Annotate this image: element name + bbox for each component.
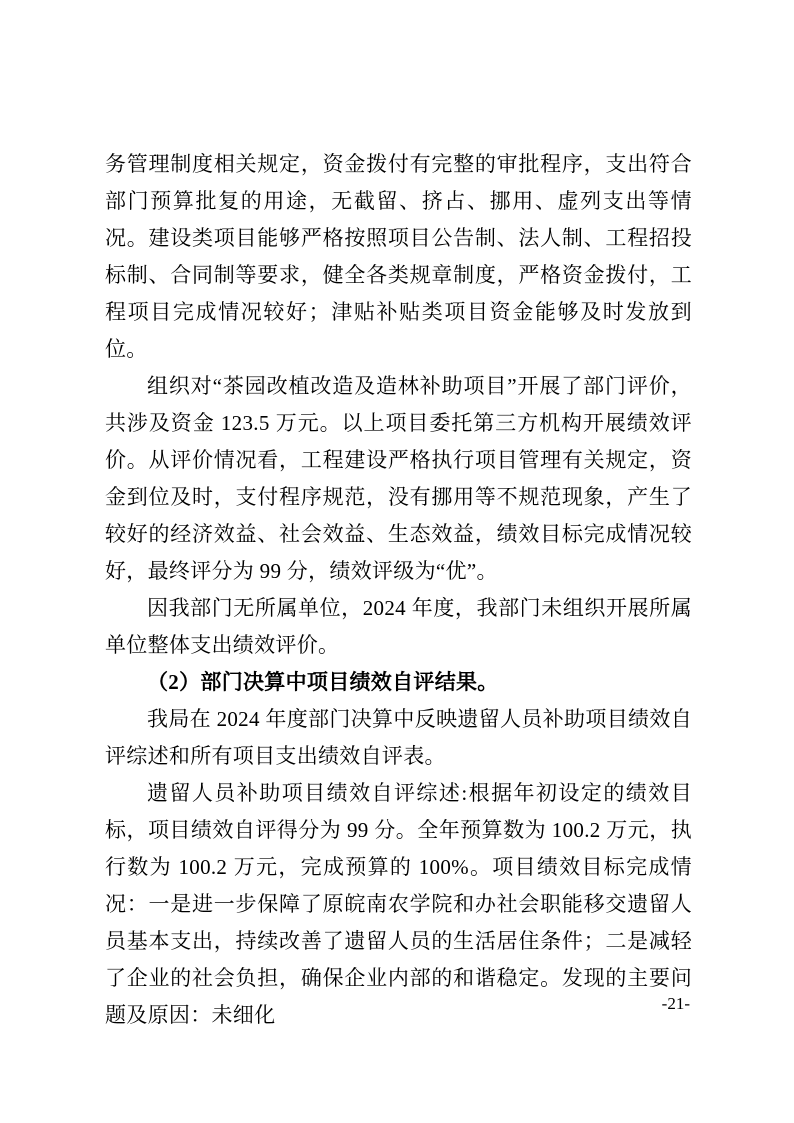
paragraph-leftover-personnel-summary: 遗留人员补助项目绩效自评综述:根据年初设定的绩效目标，项目绩效自评得分为 99 分。全年预算数为 100.2 万元，执行数为 100.2 万元，完成预算的 100%。项目绩效目标完成情况：一是进一步保障了原皖南农学院和办社会职能移交遗留人员基本支出，持续改善了遗留人员的生活居住条件；二是减轻了企业的社会负担，确保企业内部的和谐稳定。发现的主要问题及原因：未细化 [105,781,692,1027]
page-number: -21- [661,994,690,1013]
paragraph-final-accounts-reflection: 我局在 2024 年度部门决算中反映遗留人员补助项目绩效自评综述和所有项目支出绩效自评表。 [105,707,692,768]
paragraph-no-subordinate-units: 因我部门无所属单位，2024 年度，我部门未组织开展所属单位整体支出绩效评价。 [105,596,692,657]
paragraph-tea-garden-evaluation: 组织对“茶园改植改造及造林补助项目”开展了部门评价，共涉及资金 123.5 万元。以上项目委托第三方机构开展绩效评价。从评价情况看，工程建设严格执行项目管理有关规定，资金到位及时，支付程序规范，没有挪用等不规范现象，产生了较好的经济效益、社会效益、生态效益，绩效目标完成情况较好，最终评分为 99 分，绩效评级为“优”。 [105,374,692,583]
document-body [105,146,692,1034]
paragraph-fund-management: 务管理制度相关规定，资金拨付有完整的审批程序，支出符合部门预算批复的用途，无截留、挤占、挪用、虚列支出等情况。建设类项目能够严格按照项目公告制、法人制、工程招投标制、合同制等要求，健全各类规章制度，严格资金拨付，工程项目完成情况较好；津贴补贴类项目资金能够及时发放到位。 [105,152,692,361]
section-heading-self-evaluation: （2）部门决算中项目绩效自评结果。 [147,670,499,694]
